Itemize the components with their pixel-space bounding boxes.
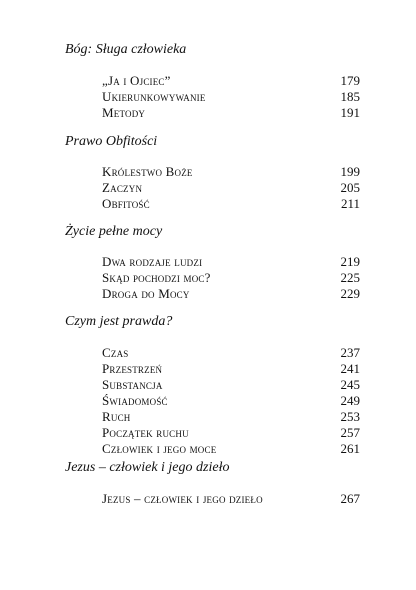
toc-entry-page: 185 [340, 89, 360, 104]
section-title: Prawo Obfitości [65, 134, 158, 149]
toc-entry [102, 424, 360, 441]
toc-entry-page: 253 [340, 409, 360, 424]
toc-entry-page: 191 [340, 105, 360, 120]
toc-entry-label: Dwa rodzaje ludzi [102, 254, 203, 269]
toc-entry-page: 261 [340, 441, 360, 456]
toc-entry-label: Skąd pochodzi moc? [102, 270, 211, 285]
toc-entry-page: 219 [340, 254, 360, 269]
section-title: Życie pełne mocy [65, 224, 163, 239]
toc-entry [102, 195, 360, 212]
toc-entry [102, 344, 360, 361]
toc-entry-page: 199 [340, 164, 360, 179]
toc-entry-page: 205 [340, 180, 360, 195]
toc-entry-page: 249 [340, 393, 360, 408]
toc-entry [102, 408, 360, 425]
toc-entry-label: Ruch [102, 409, 131, 424]
toc-entry-label: Królestwo Boże [102, 164, 193, 179]
toc-entry-label: Czas [102, 345, 129, 360]
toc-entry-page: 241 [340, 361, 360, 376]
toc-entry-label: Substancja [102, 377, 163, 392]
section-title: Jezus – człowiek i jego dzieło [65, 460, 230, 475]
toc-entry-page: 257 [340, 425, 360, 440]
toc-entry-page: 237 [340, 345, 360, 360]
toc-entry [102, 88, 360, 105]
toc-entry [102, 490, 360, 507]
toc-entry-label: Zaczyn [102, 180, 143, 195]
toc-entry-page: 225 [340, 270, 360, 285]
toc-entry [102, 440, 360, 457]
toc-entry-label: Ukierunkowywanie [102, 89, 206, 104]
toc-entry-label: Obfitość [102, 196, 150, 211]
toc-entry [102, 285, 360, 302]
toc-entry-label: Jezus – człowiek i jego dzieło [102, 491, 263, 506]
toc-entry [102, 253, 360, 270]
toc-entry-label: Człowiek i jego moce [102, 441, 217, 456]
toc-entry [102, 269, 360, 286]
section-title: Bóg: Sługa człowieka [65, 42, 187, 57]
toc-entry-label: Świadomość [102, 393, 168, 408]
toc-entry [102, 163, 360, 180]
toc-entry [102, 392, 360, 409]
toc-entry-label: Metody [102, 105, 146, 120]
toc-entry-page: 179 [340, 73, 360, 88]
toc-entry-label: „Ja i Ojciec” [102, 73, 171, 88]
toc-entry [102, 360, 360, 377]
toc-entry-label: Droga do Mocy [102, 286, 190, 301]
toc-entry-page: 267 [340, 491, 360, 506]
toc-entry-label: Początek ruchu [102, 425, 189, 440]
toc-entry-label: Przestrzeń [102, 361, 163, 376]
toc-entry [102, 179, 360, 196]
section-title: Czym jest prawda? [65, 314, 173, 329]
toc-entry-page: 245 [340, 377, 360, 392]
toc-entry-page: 211 [340, 196, 360, 211]
toc-entry-page: 229 [340, 286, 360, 301]
toc-entry [102, 104, 360, 121]
toc-entry [102, 376, 360, 393]
toc-entry [102, 72, 360, 89]
